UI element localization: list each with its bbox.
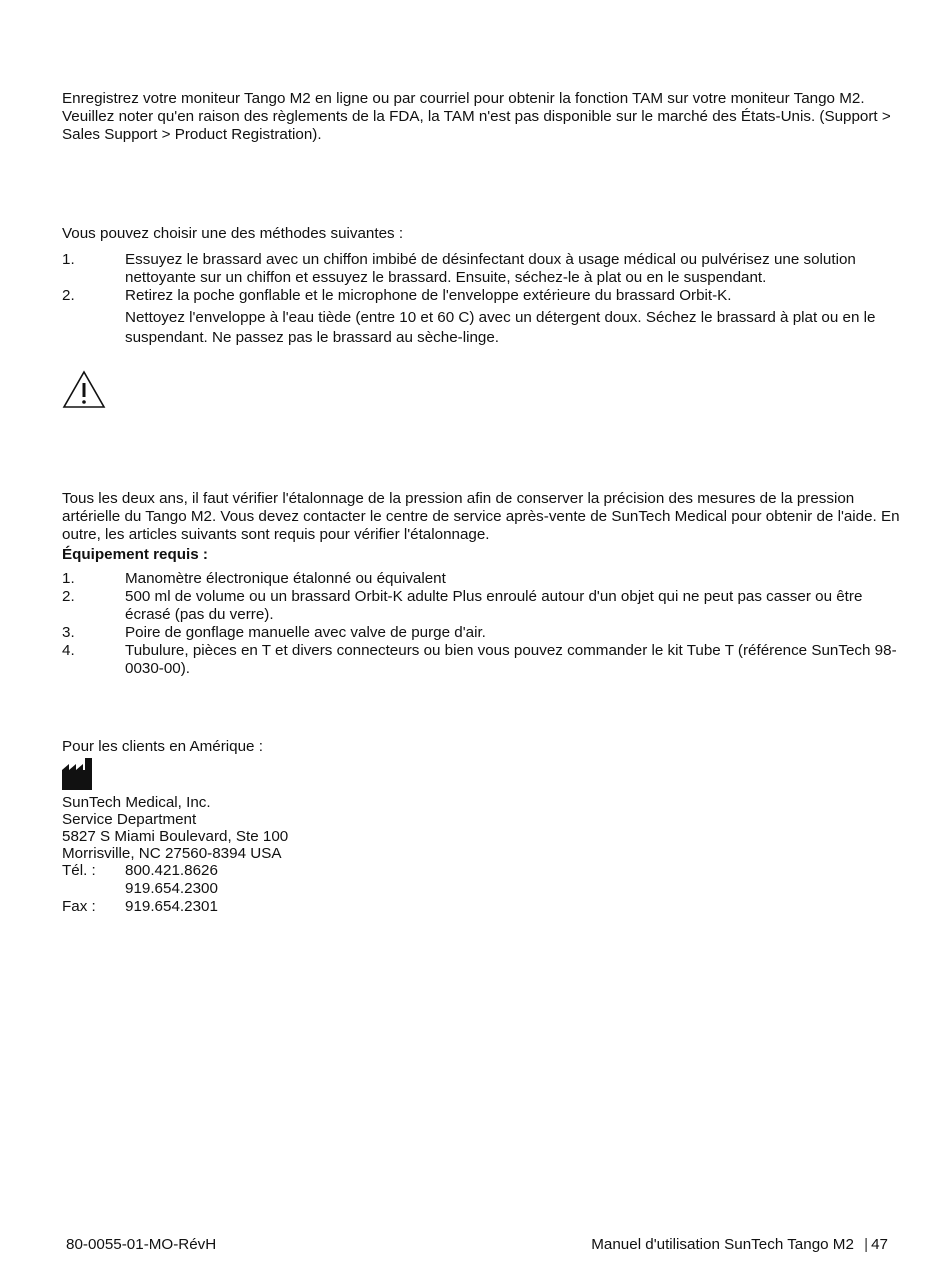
contact-intro: Pour les clients en Amérique : xyxy=(62,738,263,755)
list-item xyxy=(62,588,902,624)
department: Service Department xyxy=(62,811,197,828)
list-item xyxy=(62,624,902,642)
list-item xyxy=(62,251,892,287)
contact-section xyxy=(62,738,892,756)
cleaning-intro: Vous pouvez choisir une des méthodes suivantes : xyxy=(62,225,404,242)
contact-address xyxy=(62,794,892,916)
company-name: SunTech Medical, Inc. xyxy=(62,794,211,811)
list-item-text: 500 ml de volume ou un brassard Orbit-K adulte Plus enroulé autour d'un objet qui ne peut pas casser ou être écrasé (pas du verre). xyxy=(125,588,863,623)
list-item-number: 3. xyxy=(62,624,75,641)
footer-right xyxy=(591,1236,888,1254)
calibration-intro: Tous les deux ans, il faut vérifier l'étalonnage de la pression afin de conserver la précision des mesures de la pression artérielle du Tango M2. Vous devez contacter le centre de service après-vente de SunTech Medical pour obtenir de l'aide. En outre, les articles suivants sont requis pour vérifier l'étalonnage. xyxy=(62,490,900,543)
calibration-section xyxy=(62,490,902,678)
fax-number: 919.654.2301 xyxy=(125,898,218,915)
fax-row xyxy=(62,898,892,916)
manufacturer-icon xyxy=(62,758,92,790)
list-item-number: 1. xyxy=(62,570,75,587)
list-item-text: Manomètre électronique étalonné ou équivalent xyxy=(125,570,446,587)
list-item-number: 1. xyxy=(62,251,75,268)
city-address: Morrisville, NC 27560-8394 USA xyxy=(62,845,282,862)
list-item-number: 4. xyxy=(62,642,75,659)
list-item-text: Poire de gonflage manuelle avec valve de purge d'air. xyxy=(125,624,486,641)
phone-row xyxy=(62,862,892,898)
registration-section xyxy=(62,90,892,144)
registration-text: Enregistrez votre moniteur Tango M2 en ligne ou par courriel pour obtenir la fonction TAM sur votre moniteur Tango M2. Veuillez noter qu'en raison des règlements de la FDA, la TAM n'est pas disponible sur le marché des États-Unis. (Support > Sales Support > Product Registration). xyxy=(62,90,891,143)
list-item-text: Tubulure, pièces en T et divers connecteurs ou bien vous pouvez commander le kit Tube T (référence SunTech 98-0030-00). xyxy=(125,642,897,677)
list-item xyxy=(62,642,902,678)
phone-number-alt: 919.654.2300 xyxy=(125,880,218,897)
street-address: 5827 S Miami Boulevard, Ste 100 xyxy=(62,828,289,845)
fax-label: Fax : xyxy=(62,898,96,915)
list-item-text: Essuyez le brassard avec un chiffon imbibé de désinfectant doux à usage médical ou pulvérisez une solution nettoyante sur un chiffon et essuyez le brassard. Ensuite, séchez-le à plat ou en le suspendant. xyxy=(125,251,856,286)
page-number: 47 xyxy=(871,1236,888,1253)
list-item xyxy=(62,287,892,348)
phone-number: 800.421.8626 xyxy=(125,862,218,879)
list-item-number: 2. xyxy=(62,287,75,304)
list-item xyxy=(62,570,902,588)
warning-triangle-icon xyxy=(62,370,106,410)
cleaning-section xyxy=(62,225,892,348)
footer-doc-id: 80-0055-01-MO-RévH xyxy=(66,1236,217,1253)
equipment-heading: Équipement requis : xyxy=(62,546,208,563)
footer-separator: | xyxy=(864,1236,869,1253)
list-item-text: Retirez la poche gonflable et le microphone de l'enveloppe extérieure du brassard Orbit-K. xyxy=(125,287,732,304)
phone-label: Tél. : xyxy=(62,862,96,879)
list-item-text-continued: Nettoyez l'enveloppe à l'eau tiède (entre 10 et 60 C) avec un détergent doux. Séchez le brassard à plat ou en le suspendant. Ne passez pas le brassard au sèche-linge. xyxy=(125,309,876,346)
list-item-number: 2. xyxy=(62,588,75,605)
footer-manual-title: Manuel d'utilisation SunTech Tango M2 xyxy=(591,1236,854,1253)
